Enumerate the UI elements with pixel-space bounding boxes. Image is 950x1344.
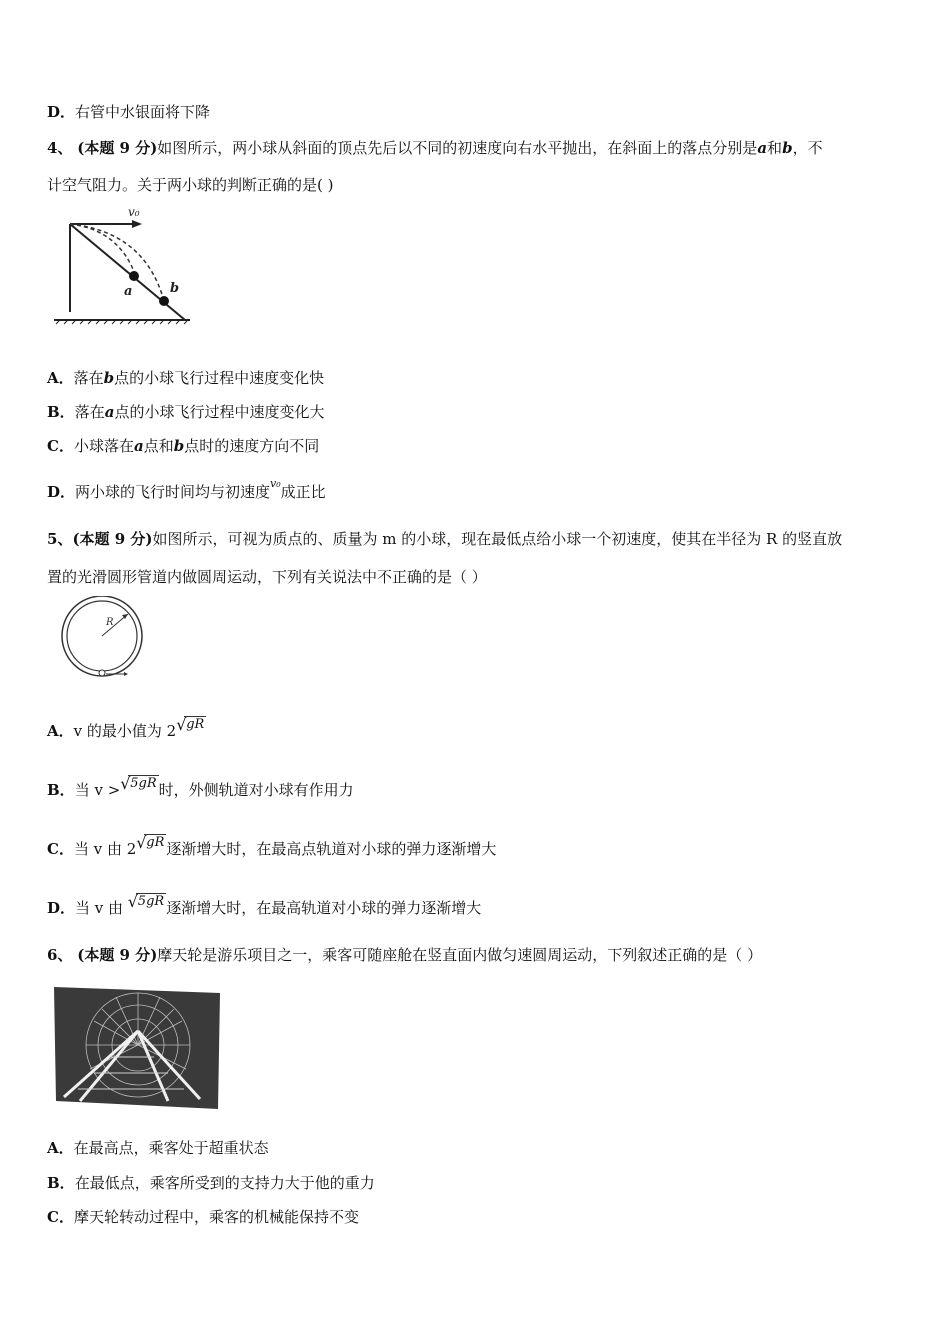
option-text: 在最高点，乘客处于超重状态	[73, 1139, 269, 1157]
option-var: a	[133, 437, 144, 455]
q5-circle-figure	[58, 596, 150, 682]
option-text: 点和	[143, 437, 174, 455]
q4-line1	[47, 137, 823, 158]
option-text: 当 v 由	[75, 899, 128, 917]
q4-option-c	[47, 435, 319, 456]
q5-text1: 如图所示，可视为质点的、质量为 m 的小球，现在最低点给小球一个初速度，使其在半径为 R 的竖直放	[152, 530, 843, 548]
q4-fig-b-label: b	[170, 281, 180, 296]
q4-tail: ，不	[792, 139, 823, 157]
option-label: B．	[47, 1174, 75, 1192]
q6-number: 6、	[47, 946, 73, 964]
q4-option-a	[47, 367, 324, 388]
q4-ball-b	[159, 296, 169, 306]
option-label: B．	[47, 403, 75, 421]
q5-number: 5、	[47, 530, 73, 548]
q4-fig-v0-label: v₀	[128, 205, 140, 219]
option-text: 摩天轮转动过程中，乘客的机械能保持不变	[73, 1208, 359, 1226]
q5-ball	[99, 670, 105, 676]
q4-head: (本题 9 分)	[77, 139, 158, 157]
q4-option-b	[47, 401, 324, 422]
q4-text2: 计空气阻力。关于两小球的判断正确的是( )	[47, 176, 334, 194]
option-label: A．	[47, 722, 74, 740]
q4-ball-a	[129, 271, 139, 281]
prev-option-d	[47, 101, 210, 122]
option-text: 当 v >	[74, 781, 121, 799]
q4-var-a: a	[757, 139, 768, 157]
q4-text1: 如图所示，两小球从斜面的顶点先后以不同的初速度向右水平抛出，在斜面上的落点分别是	[157, 139, 758, 157]
option-label: C．	[47, 437, 74, 455]
option-label: D．	[47, 103, 76, 121]
option-text: 落在	[73, 369, 104, 387]
q4-option-d	[47, 477, 326, 502]
q5-fig-r-label: R	[106, 617, 114, 628]
q4-fig-a-label: a	[124, 284, 133, 299]
q5-head: (本题 9 分)	[72, 530, 153, 548]
option-var: b	[173, 437, 185, 455]
option-text: 小球落在	[73, 437, 134, 455]
option-label: A．	[47, 1139, 74, 1157]
q6-line1	[47, 944, 762, 965]
q5-line1	[47, 528, 842, 549]
q5-option-d	[47, 892, 482, 918]
q4-var-b: b	[782, 139, 793, 157]
option-text: 点的小球飞行过程中速度变化快	[114, 369, 325, 387]
option-text: 时，外侧轨道对小球有作用力	[158, 781, 354, 799]
option-label: B．	[47, 781, 75, 799]
option-text: 点时的速度方向不同	[184, 437, 320, 455]
q6-option-b	[47, 1172, 375, 1193]
option-text: v 的最小值为 2	[73, 722, 177, 740]
option-text: 当 v 由 2	[73, 840, 137, 858]
option-label: A．	[47, 369, 74, 387]
q6-head: (本题 9 分)	[77, 946, 158, 964]
q6-ferris-wheel-photo	[50, 985, 222, 1111]
q5-option-a	[47, 715, 206, 741]
option-label: D．	[47, 483, 76, 501]
option-text: 右管中水银面将下降	[75, 103, 211, 121]
q6-option-c	[47, 1206, 359, 1227]
option-text: 在最低点，乘客所受到的支持力大于他的重力	[74, 1174, 375, 1192]
q4-incline-figure	[50, 202, 195, 327]
option-text: 落在	[74, 403, 105, 421]
sqrt-body: gR	[146, 835, 165, 850]
sqrt-expression: √ gR	[176, 715, 205, 734]
q4-number: 4、	[47, 139, 73, 157]
sqrt-expression: √ 5gR	[127, 892, 165, 911]
q5-line2	[47, 566, 487, 587]
option-label: D．	[47, 899, 76, 917]
option-text: 成正比	[280, 483, 326, 501]
option-var: v₀	[270, 477, 281, 490]
q5-option-b	[47, 774, 354, 800]
option-text: 逐渐增大时，在最高轨道对小球的弹力逐渐增大	[166, 899, 482, 917]
option-var: a	[104, 403, 115, 421]
sqrt-expression: √ gR	[136, 833, 165, 852]
q6-option-a	[47, 1137, 269, 1158]
sqrt-body: gR	[186, 717, 205, 732]
q6-text1: 摩天轮是游乐项目之一，乘客可随座舱在竖直面内做匀速圆周运动，下列叙述正确的是（ ）	[157, 946, 763, 964]
option-var: b	[103, 369, 115, 387]
q5-text2: 置的光滑圆形管道内做圆周运动，下列有关说法中不正确的是（ ）	[47, 568, 487, 586]
option-text: 两小球的飞行时间均与初速度	[75, 483, 271, 501]
sqrt-body: 5gR	[130, 776, 157, 791]
option-label: C．	[47, 840, 74, 858]
sqrt-body: 5gR	[137, 894, 165, 909]
option-text: 点的小球飞行过程中速度变化大	[114, 403, 325, 421]
q4-and: 和	[767, 139, 783, 157]
sqrt-expression: √ 5gR	[120, 774, 157, 793]
q4-line2	[47, 174, 333, 195]
q5-option-c	[47, 833, 497, 859]
option-label: C．	[47, 1208, 74, 1226]
option-text: 逐渐增大时，在最高点轨道对小球的弹力逐渐增大	[166, 840, 497, 858]
